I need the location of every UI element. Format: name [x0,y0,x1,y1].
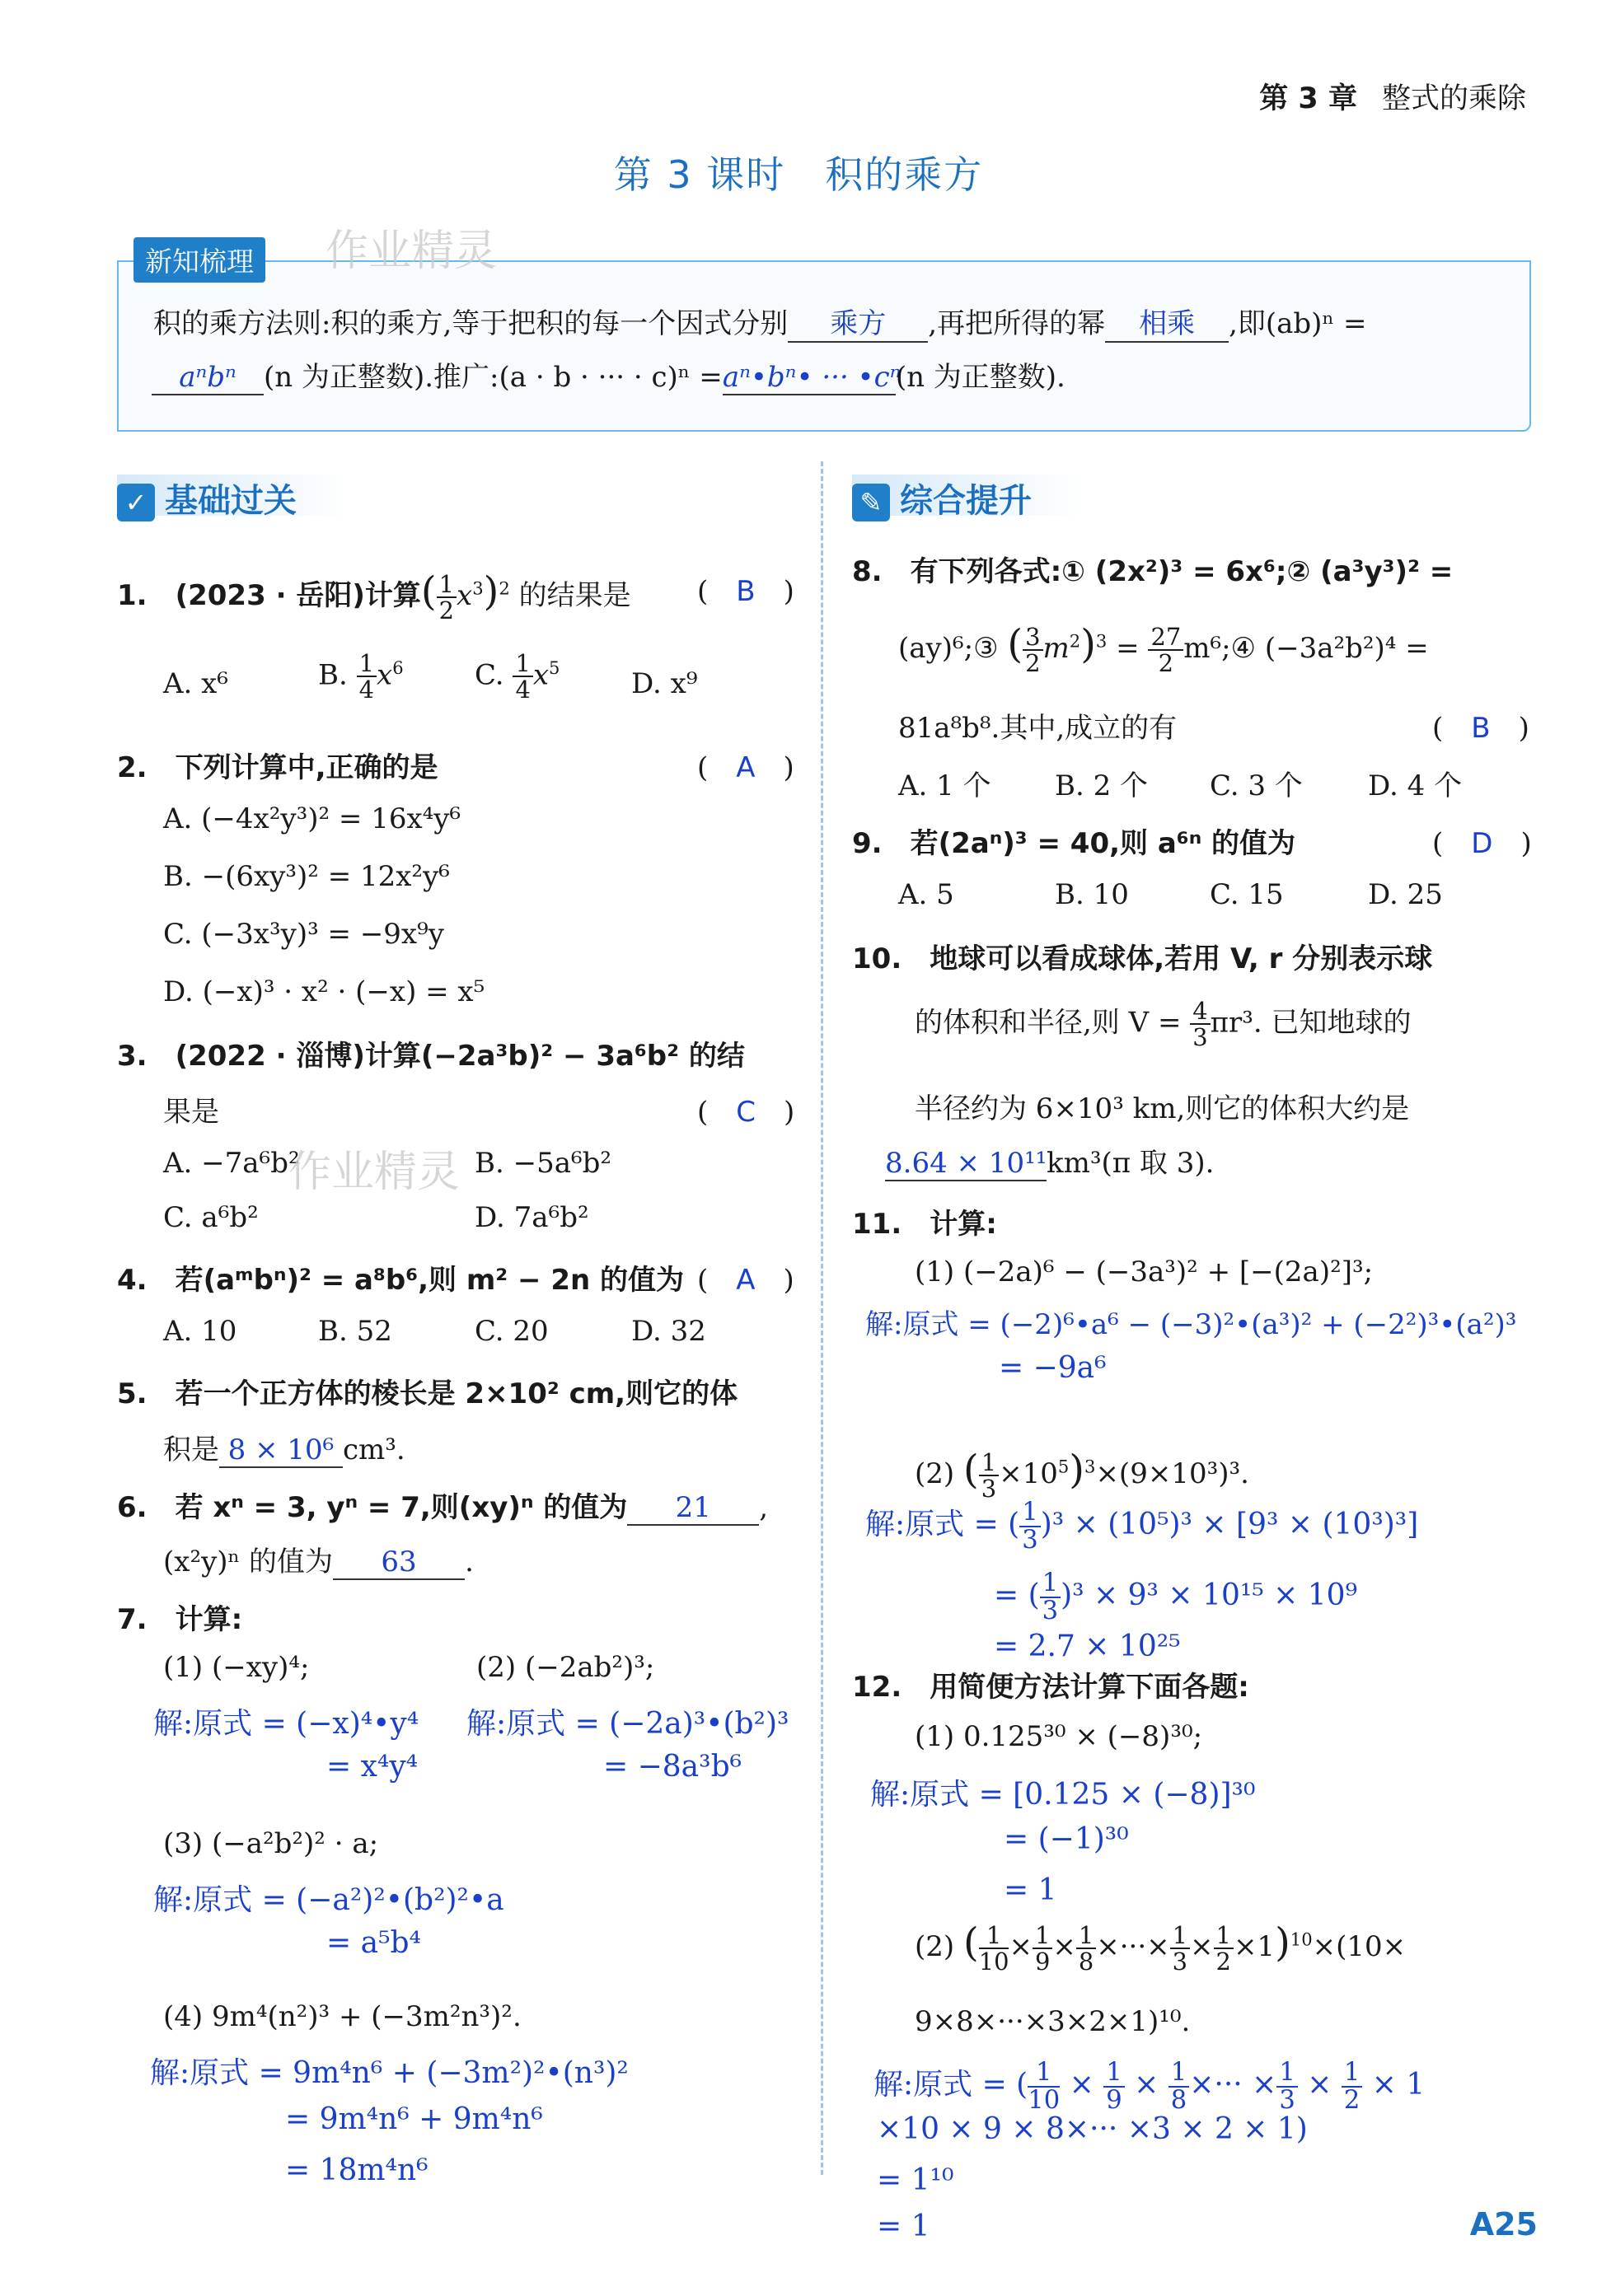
answer-bracket: ( B ) [697,575,794,608]
question-text: 9×8×···×3×2×1)¹⁰. [915,2005,1191,2038]
sub-question-2: (2) ( $\frac{1}{3}$ $\times 10^5)^3\times(9\times 10^3)^3$. [915,1447,1249,1503]
solution-text: )³ × 9³ × 10¹⁵ × 10⁹ [1061,1578,1358,1613]
option: B. 2 个 [1055,769,1149,802]
answer-choice: B [736,575,756,608]
option: C. a⁶b² [163,1201,259,1234]
knowledge-text: 积的乘方法则:积的乘方,等于把积的每一个因式分别 [153,307,789,340]
answer-choice: D [1471,827,1493,860]
question-text: cm³. [343,1433,405,1466]
option: C. $\frac{1}{4}$ $x^5$ [475,649,560,704]
lesson-title: 第 3 课时 积的乘方 [613,152,984,197]
answer-bracket: ( C ) [697,1096,795,1129]
option: D. 32 [631,1315,706,1348]
option: B. −(6xy³)² = 12x²y⁶ [163,860,450,893]
blank-answer: 63 [333,1545,465,1580]
blank-answer: 相乘 [1105,301,1229,343]
answer-bracket: ( B ) [1432,712,1529,745]
option: B. $\frac{1}{4}$ $x^6$ [318,649,404,704]
option: A. 1 个 [898,769,991,802]
option-label: C. [475,658,504,692]
knowledge-tag: 新知梳理 [133,237,265,283]
option: D. 4 个 [1368,769,1463,802]
solution-line: = 1 [877,2209,930,2243]
option: A. 5 [898,878,954,911]
solution-line: 解:原式 = (−2)⁶•a⁶ − (−3)²•(a³)² + (−2²)³•(a²)³ [865,1308,1517,1341]
option: A. 10 [163,1315,237,1348]
question-10: 10. 地球可以看成球体,若用 V, r 分别表示球 [852,942,1433,975]
knowledge-text: ,再把所得的幂 [928,307,1106,340]
sub-question: (2) (−2ab²)³; [476,1651,655,1684]
question-text: ×(9×10³)³. [1095,1457,1249,1490]
knowledge-line-2 [152,354,1065,395]
solution-line: 解:原式 = ( $\frac{1}{3}$ )³ × (10⁵)³ × [9³ × (10³)³] [865,1498,1419,1555]
sub-question-2: (2) ( $\frac{1}{10}$ × $\frac{1}{9}$ × $\frac{1}{8}$ ×···× $\frac{1}{3}$ × $\frac{1}{2}$ ×1)$^{10}$×(10× [915,1920,1407,1976]
question-10-line-4 [885,1140,1214,1181]
question-text: 半径约为 6×10³ km,则它的体积大约是 [915,1092,1410,1125]
question-5: 5. 若一个正方体的棱长是 2×10² cm,则它的体 [117,1377,738,1410]
question-text: (x²y)ⁿ 的值为 [163,1545,334,1578]
solution-line: = −8a³b⁶ [603,1750,742,1784]
section-title: 综合提升 [900,482,1032,520]
question-11: 11. 计算: [852,1208,997,1241]
question-stem: 1. (2023 · 岳阳)计算 [117,579,421,612]
question-text: 的结果是 [518,579,631,612]
solution-line: ×10 × 9 × 8×··· ×3 × 2 × 1) [877,2112,1308,2146]
watermark-logo: 作业精灵 [325,227,498,276]
chapter-header [1259,76,1526,117]
blank-answer: aⁿbⁿ [152,361,264,395]
solution-line: = 18m⁴n⁶ [285,2153,429,2187]
question-8-line-2: (ay)⁶;③ ( $\frac{3}{2}$ $m^2)^3$ = $\frac{27}{2}$ m⁶;④ (−3a²b²)⁴ = [898,621,1429,677]
option: D. 7a⁶b² [475,1201,589,1234]
solution-text: = ( [994,1578,1040,1613]
option-label: B. [318,658,348,692]
sub-question: (1) (−2a)⁶ − (−3a³)² + [−(2a)²]³; [915,1256,1374,1288]
question-6-line-2 [163,1539,474,1580]
question-8: 8. 有下列各式:① (2x²)³ = 6x⁶;② (a³y³)² = [852,555,1454,588]
answer-bracket: ( A ) [697,751,794,784]
option: C. 15 [1210,878,1284,911]
blank-answer: aⁿ•bⁿ• ··· •cⁿ [722,361,902,394]
section-title: 基础过关 [165,482,297,520]
solution-line: 解:原式 = (−a²)²•(b²)²•a [153,1883,504,1917]
blank-answer: 8.64 × 10¹¹ [885,1147,1047,1180]
question-1: 1. (2023 · 岳阳)计算( $\frac{1}{2}$ $x^3)^2$ 的结果是 [117,568,631,624]
question-text: 积是 [163,1433,219,1466]
question-text: , [759,1491,769,1524]
knowledge-text: (n 为正整数).推广:(a · b · ··· · c)ⁿ = [264,361,723,394]
option: A. −7a⁶b² [163,1147,300,1180]
knowledge-text: (n 为正整数). [895,361,1065,394]
question-4: 4. 若(aᵐbⁿ)² = a⁸b⁶,则 m² − 2n 的值为 [117,1264,685,1297]
solution-line: = (−1)³⁰ [1004,1822,1129,1856]
pencil-icon: ✎ [852,484,890,521]
answer-choice: C [736,1096,756,1129]
sub-question: (1) 0.125³⁰ × (−8)³⁰; [915,1720,1203,1753]
solution-text: )³ × (10⁵)³ × [9³ × (10³)³] [1040,1508,1419,1542]
knowledge-line-1 [153,301,1366,343]
page-number: A25 [1469,2206,1538,2242]
knowledge-text: ,即(ab)ⁿ = [1229,307,1367,340]
question-text: km³(π 取 3). [1047,1147,1215,1180]
option: D. x⁹ [631,667,698,700]
sub-question: (1) (−xy)⁴; [163,1651,310,1684]
answer-choice: A [736,1264,756,1297]
solution-line: 解:原式 = 9m⁴n⁶ + (−3m²)²•(n³)² [150,2056,629,2090]
sub-question: (4) 9m⁴(n²)³ + (−3m²n³)². [163,2000,522,2033]
question-6 [117,1485,768,1526]
option: C. 20 [475,1315,549,1348]
solution-line: 解:原式 = ( $\frac{1}{10}$ × $\frac{1}{9}$ × $\frac{1}{8}$ ×··· × $\frac{1}{3}$ × $\frac{1}{2}$ × 1 [873,2058,1426,2116]
solution-line: = ( $\frac{1}{3}$ )³ × 9³ × 10¹⁵ × 10⁹ [994,1569,1358,1626]
blank-answer: 8 × 10⁶ [219,1433,343,1468]
chapter-title: 整式的乘除 [1381,82,1526,115]
option: D. (−x)³ · x² · (−x) = x⁵ [163,975,485,1008]
solution-line: = x⁴y⁴ [326,1750,419,1784]
question-5-line-2 [163,1427,405,1468]
option: A. x⁶ [163,667,228,700]
watermark-logo: 作业精灵 [288,1148,461,1197]
column-divider [821,461,823,2175]
question-text: 6. 若 xⁿ = 3, yⁿ = 7,则(xy)ⁿ 的值为 [117,1491,628,1524]
question-text: (ay)⁶;③ [898,632,999,665]
question-text: 果是 [163,1096,219,1129]
solution-line: = 1 [1004,1873,1057,1907]
solution-text: 解:原式 = ( [865,1508,1020,1542]
option: B. 52 [318,1315,392,1348]
chapter-number: 第 3 章 [1259,82,1357,115]
section-basic [117,475,297,521]
solution-line: 解:原式 = (−2a)³•(b²)³ [466,1707,789,1741]
solution-line: = 2.7 × 10²⁵ [994,1630,1181,1663]
option: B. 10 [1055,878,1129,911]
answer-choice: A [736,751,756,784]
option: B. −5a⁶b² [475,1147,612,1180]
question-text: . [465,1545,474,1578]
question-text: m⁶;④ (−3a²b²)⁴ = [1183,632,1429,665]
question-text: 81a⁸b⁸.其中,成立的有 [898,712,1178,745]
answer-bracket: ( A ) [697,1264,794,1297]
option: C. 3 个 [1210,769,1303,802]
section-comprehensive [852,475,1032,521]
solution-line: = 1¹⁰ [877,2163,954,2197]
option: C. (−3x³y)³ = −9x⁹y [163,918,444,951]
solution-line: 解:原式 = [0.125 × (−8)]³⁰ [870,1778,1256,1812]
solution-line: = a⁵b⁴ [326,1926,421,1960]
blank-answer: 乘方 [788,301,928,343]
question-text: πr³. 已知地球的 [1210,1006,1412,1040]
answer-choice: B [1471,712,1491,745]
blank-answer: 21 [627,1491,759,1526]
question-text: 的体积和半径,则 V = [915,1006,1182,1040]
question-7: 7. 计算: [117,1603,243,1636]
question-10-line-2: 的体积和半径,则 V = $\frac{4}{3}$ πr³. 已知地球的 [915,997,1412,1052]
solution-line: = 9m⁴n⁶ + 9m⁴n⁶ [285,2102,543,2136]
question-2: 2. 下列计算中,正确的是 [117,751,438,784]
option: A. (−4x²y³)² = 16x⁴y⁶ [163,802,461,835]
option: D. 25 [1368,878,1443,911]
question-12: 12. 用简便方法计算下面各题: [852,1671,1249,1704]
answer-bracket: ( D ) [1432,827,1532,860]
solution-text: 解:原式 = ( [873,2068,1028,2102]
check-icon: ✓ [117,484,155,521]
solution-line: 解:原式 = (−x)⁴•y⁴ [153,1707,419,1741]
knowledge-box [117,260,1531,432]
solution-line: = −9a⁶ [999,1351,1107,1385]
question-3: 3. (2022 · 淄博)计算(−2a³b)² − 3a⁶b² 的结 [117,1040,745,1073]
sub-question: (3) (−a²b²)² · a; [163,1827,379,1860]
question-9: 9. 若(2aⁿ)³ = 40,则 a⁶ⁿ 的值为 [852,827,1296,860]
